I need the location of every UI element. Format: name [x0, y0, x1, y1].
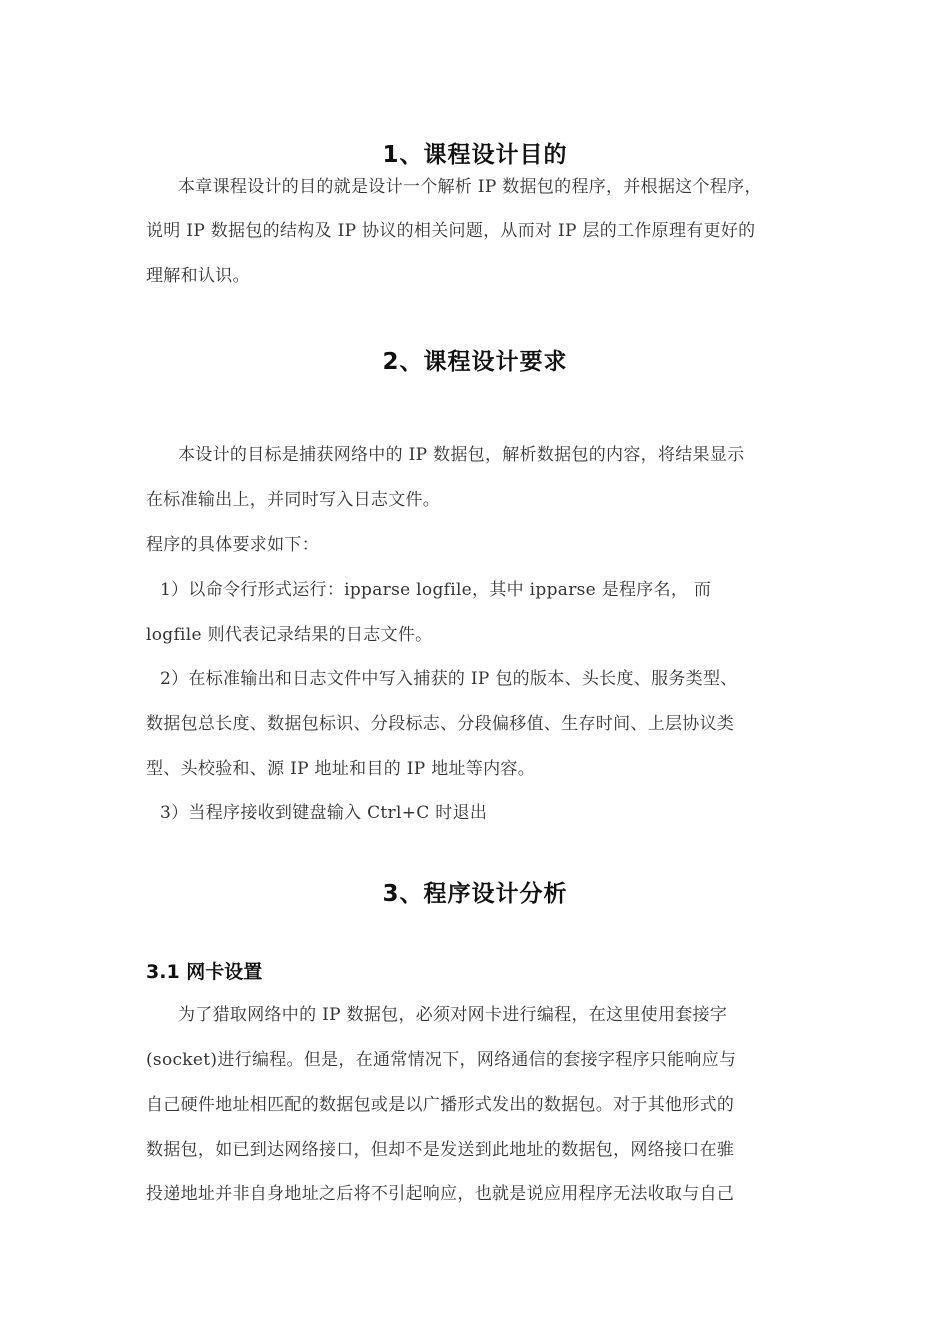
section-2-line-9: 3）当程序接收到键盘输入 Ctrl+C 时退出: [160, 803, 488, 823]
section-2-line-3: 程序的具体要求如下：: [146, 535, 319, 555]
section-2-heading: 2、课程设计要求: [382, 349, 568, 375]
section-1-line-2: 说明 IP 数据包的结构及 IP 协议的相关问题，从而对 IP 层的工作原理有更好的: [146, 221, 756, 241]
section-2-line-4: 1）以命令行形式运行：ipparse logfile，其中 ipparse 是程序名， 而: [160, 580, 712, 600]
section-3-line-4: 数据包，如已到达网络接口，但却不是发送到此地址的数据包，网络接口在骓: [146, 1140, 735, 1160]
section-3-line-5: 投递地址并非自身地址之后将不引起响应，也就是说应用程序无法收取与自己: [146, 1184, 735, 1204]
section-2-line-1: 本设计的目标是捕获网络中的 IP 数据包，解析数据包的内容，将结果显示: [178, 445, 745, 465]
section-1-heading: 1、课程设计目的: [382, 142, 568, 168]
section-3-heading: 3、程序设计分析: [382, 881, 568, 907]
section-3-1-subheading: 3.1 网卡设置: [146, 961, 263, 983]
section-2-line-2: 在标准输出上，并同时写入日志文件。: [146, 490, 441, 510]
section-1-line-3: 理解和认识。: [146, 266, 250, 286]
section-3-line-2: (socket)进行编程。但是，在通常情况下，网络通信的套接字程序只能响应与: [146, 1050, 737, 1070]
section-2-line-8: 型、头校验和、源 IP 地址和目的 IP 地址等内容。: [146, 759, 536, 779]
section-2-line-7: 数据包总长度、数据包标识、分段标志、分段偏移值、生存时间、上层协议类: [146, 714, 735, 734]
section-1-line-1: 本章课程设计的目的就是设计一个解析 IP 数据包的程序，并根据这个程序，: [178, 177, 762, 197]
section-2-line-6: 2）在标准输出和日志文件中写入捕获的 IP 包的版本、头长度、服务类型、: [160, 669, 738, 689]
section-3-line-1: 为了猎取网络中的 IP 数据包，必须对网卡进行编程，在这里使用套接字: [178, 1005, 728, 1025]
section-2-line-5: logfile 则代表记录结果的日志文件。: [146, 625, 433, 645]
section-3-line-3: 自己硬件地址相匹配的数据包或是以广播形式发出的数据包。对于其他形式的: [146, 1095, 735, 1115]
